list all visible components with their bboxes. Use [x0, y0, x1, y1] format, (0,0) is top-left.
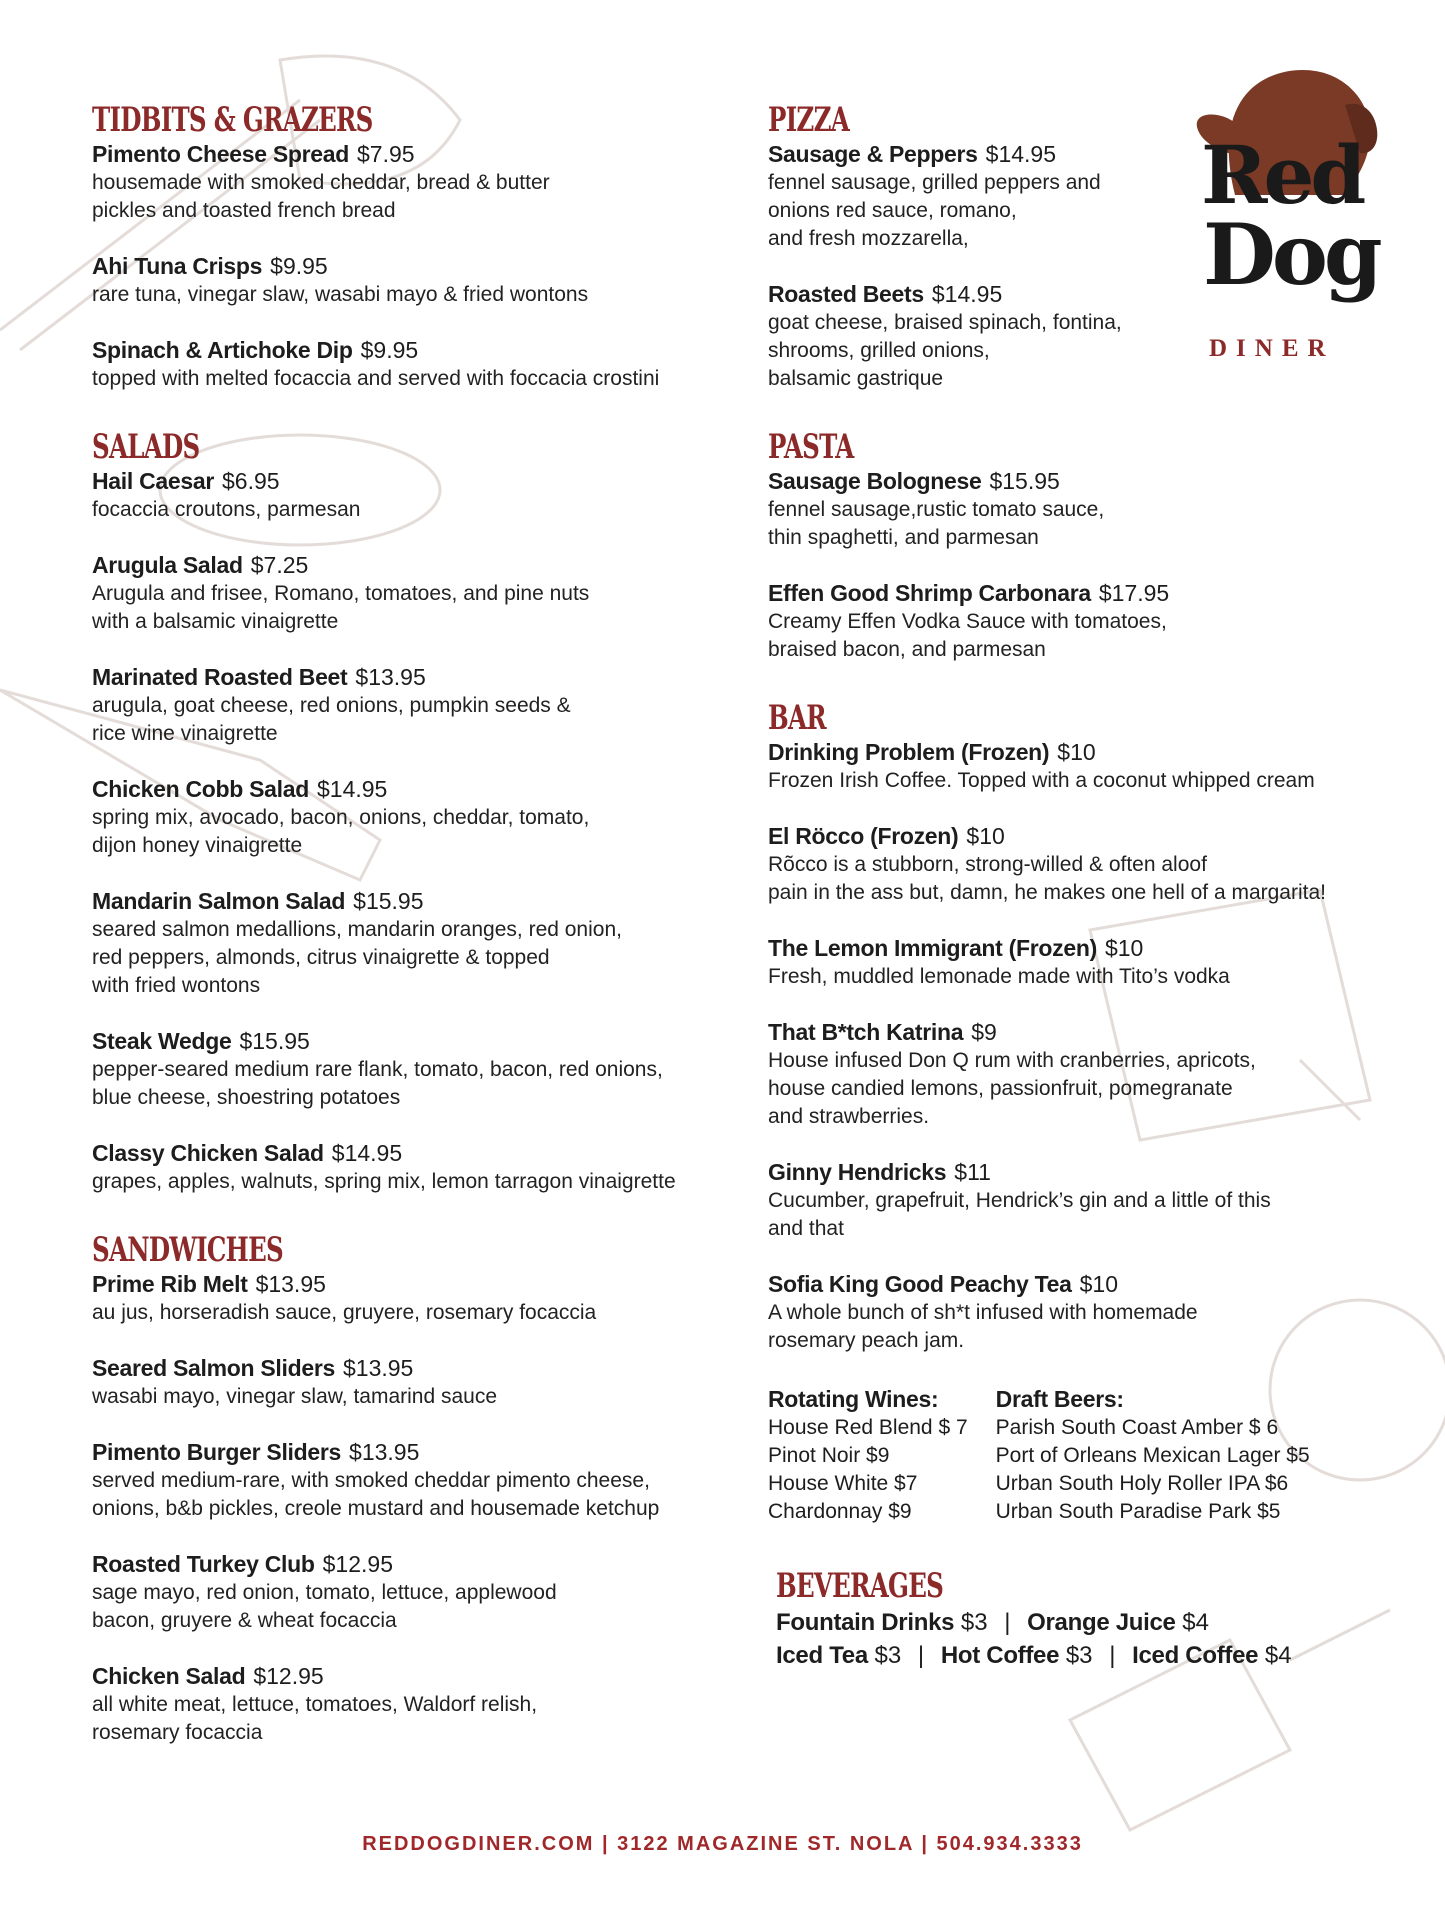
- wine-item: Pinot Noir $9: [768, 1444, 890, 1467]
- menu-item-description: all white meat, lettuce, tomatoes, Waldorf relish, rosemary focaccia: [92, 1693, 538, 1744]
- menu-item-price: $14.95: [931, 281, 1003, 307]
- wine-beer-lists: [768, 1385, 1388, 1526]
- menu-item: [92, 551, 752, 636]
- menu-item-heading: [92, 1662, 752, 1691]
- menu-item-name: Seared Salmon Sliders: [92, 1355, 335, 1381]
- menu-item-price: $9.95: [360, 337, 419, 363]
- menu-item-name: Steak Wedge: [92, 1028, 232, 1054]
- menu-item-description: housemade with smoked cheddar, bread & butter pickles and toasted french bread: [92, 171, 550, 222]
- menu-item-price: $13.95: [349, 1439, 420, 1465]
- menu-item: [92, 467, 752, 524]
- menu-item-heading: [768, 280, 1388, 309]
- menu-item-name: Sausage & Peppers: [768, 141, 978, 167]
- beverages-section: [776, 1566, 1388, 1672]
- menu-item: [768, 579, 1388, 664]
- menu-item-price: $15.95: [989, 468, 1060, 494]
- menu-item-description: pepper-seared medium rare flank, tomato, bacon, red onions, blue cheese, shoestring potatoes: [92, 1058, 663, 1109]
- menu-section: [768, 698, 1388, 1355]
- menu-item-name: El Röcco (Frozen): [768, 823, 959, 849]
- logo-word-red: Red: [1201, 128, 1363, 222]
- beverage-price: $3: [1065, 1642, 1093, 1669]
- menu-item-name: Drinking Problem (Frozen): [768, 739, 1050, 765]
- menu-item-description: Creamy Effen Vodka Sauce with tomatoes, braised bacon, and parmesan: [768, 610, 1167, 661]
- menu-item-heading: [768, 1018, 1388, 1047]
- menu-item-name: Spinach & Artichoke Dip: [92, 337, 353, 363]
- beverage-name: Fountain Drinks: [776, 1609, 955, 1636]
- menu-item-description: focaccia croutons, parmesan: [92, 498, 361, 521]
- menu-item-price: $7.95: [357, 141, 415, 167]
- section-title: PASTA: [768, 427, 854, 467]
- separator: |: [1109, 1642, 1116, 1669]
- menu-item-description: wasabi mayo, vinegar slaw, tamarind sauce: [92, 1385, 498, 1408]
- menu-item-heading: [92, 1354, 752, 1383]
- beverages-line-2: [776, 1639, 1388, 1672]
- menu-item-heading: [92, 1438, 752, 1467]
- menu-item: [92, 1354, 752, 1411]
- menu-item-heading: [768, 140, 1388, 169]
- menu-item: [92, 1550, 752, 1635]
- menu-item: [768, 1270, 1388, 1355]
- menu-item-description: fennel sausage, grilled peppers and onions red sauce, romano, and fresh mozzarella,: [768, 171, 1101, 250]
- menu-item: [92, 887, 752, 1000]
- menu-item-name: Chicken Salad: [92, 1663, 246, 1689]
- menu-item-description: Fresh, muddled lemonade made with Tito’s vodka: [768, 965, 1230, 988]
- menu-item-price: $12.95: [322, 1551, 393, 1577]
- menu-item: [768, 1158, 1388, 1243]
- menu-item: [768, 738, 1388, 795]
- menu-item: [92, 775, 752, 860]
- footer-contact: REDDOGDINER.COM | 3122 MAGAZINE ST. NOLA | 504.934.3333: [362, 1833, 1083, 1855]
- menu-item-name: Ahi Tuna Crisps: [92, 253, 263, 279]
- menu-section: [92, 1230, 752, 1747]
- menu-item-description: goat cheese, braised spinach, fontina, shrooms, grilled onions, balsamic gastrique: [768, 311, 1122, 390]
- menu-item: [92, 663, 752, 748]
- menu-item-price: $9: [971, 1019, 997, 1045]
- menu-item-name: That B*tch Katrina: [768, 1019, 964, 1045]
- beverage-price: $3: [960, 1609, 988, 1636]
- menu-item-heading: [92, 775, 752, 804]
- menu-item-name: Pimento Cheese Spread: [92, 141, 350, 167]
- menu-item-price: $10: [1057, 739, 1096, 765]
- menu-item-name: Sausage Bolognese: [768, 468, 982, 494]
- menu-item-price: $15.95: [239, 1028, 310, 1054]
- menu-item-price: $15.95: [353, 888, 424, 914]
- beer-item: Urban South Paradise Park $5: [995, 1500, 1281, 1523]
- menu-item-name: Pimento Burger Sliders: [92, 1439, 342, 1465]
- rotating-wines-list: [768, 1385, 968, 1526]
- menu-item: [768, 467, 1388, 552]
- separator: |: [917, 1642, 925, 1669]
- left-menu-column: [92, 100, 752, 1781]
- menu-item-heading: [768, 934, 1388, 963]
- menu-section: [768, 100, 1388, 393]
- menu-section: [92, 427, 752, 1196]
- menu-item-description: sage mayo, red onion, tomato, lettuce, applewood bacon, gruyere & wheat focaccia: [92, 1581, 557, 1632]
- wine-item: House Red Blend $ 7: [768, 1416, 968, 1439]
- menu-item-heading: [92, 1270, 752, 1299]
- beer-item: Port of Orleans Mexican Lager $5: [995, 1444, 1310, 1467]
- menu-item-heading: [92, 140, 752, 169]
- beverage-price: $3: [874, 1642, 902, 1669]
- menu-item-price: $9.95: [270, 253, 328, 279]
- menu-item-price: $12.95: [253, 1663, 324, 1689]
- menu-section: [768, 427, 1388, 664]
- menu-item-heading: [92, 1139, 752, 1168]
- menu-item-price: $7.25: [250, 552, 309, 578]
- draft-beers-heading: Draft Beers:: [995, 1386, 1124, 1412]
- menu-item-heading: [92, 1027, 752, 1056]
- section-title: SALADS: [92, 427, 200, 467]
- menu-item-description: Cucumber, grapefruit, Hendrick’s gin and a little of this and that: [768, 1189, 1271, 1240]
- section-title: BEVERAGES: [776, 1566, 944, 1606]
- menu-item-price: $14.95: [331, 1140, 403, 1166]
- menu-item: [768, 934, 1388, 991]
- menu-item-price: $17.95: [1098, 580, 1170, 606]
- menu-item: [768, 1018, 1388, 1131]
- menu-item-name: The Lemon Immigrant (Frozen): [768, 935, 1097, 961]
- section-title: TIDBITS & GRAZERS: [92, 100, 373, 140]
- beverage-price: $4: [1264, 1642, 1292, 1669]
- menu-item-price: $13.95: [342, 1355, 414, 1381]
- beverage-name: Hot Coffee: [940, 1642, 1060, 1669]
- menu-item-name: Sofia King Good Peachy Tea: [768, 1271, 1072, 1297]
- menu-item-heading: [768, 579, 1388, 608]
- menu-item: [768, 822, 1388, 907]
- menu-item-description: au jus, horseradish sauce, gruyere, rosemary focaccia: [92, 1301, 597, 1324]
- menu-item-name: Classy Chicken Salad: [92, 1140, 324, 1166]
- separator: |: [1004, 1609, 1011, 1636]
- menu-item-description: Frozen Irish Coffee. Topped with a coconut whipped cream: [768, 769, 1315, 792]
- menu-item-description: Arugula and frisee, Romano, tomatoes, and pine nuts with a balsamic vinaigrette: [92, 582, 590, 633]
- menu-item-name: Roasted Beets: [768, 281, 924, 307]
- menu-item-price: $13.95: [355, 664, 426, 690]
- menu-item-heading: [92, 551, 752, 580]
- menu-item-name: Arugula Salad: [92, 552, 243, 578]
- menu-item-price: $14.95: [985, 141, 1057, 167]
- menu-item-heading: [768, 738, 1388, 767]
- beer-item: Urban South Holy Roller IPA $6: [995, 1472, 1289, 1495]
- menu-item-heading: [768, 1270, 1388, 1299]
- menu-item-heading: [92, 887, 752, 916]
- beverage-name: Iced Tea: [776, 1642, 868, 1669]
- menu-item: [92, 1027, 752, 1112]
- beverage-price: $4: [1182, 1609, 1209, 1636]
- menu-item-description: grapes, apples, walnuts, spring mix, lemon tarragon vinaigrette: [92, 1170, 676, 1193]
- menu-item-name: Marinated Roasted Beet: [92, 664, 348, 690]
- section-title: BAR: [768, 698, 826, 738]
- menu-section: [92, 100, 752, 393]
- menu-item-description: topped with melted focaccia and served with foccacia crostini: [92, 367, 660, 390]
- section-title: PIZZA: [768, 100, 849, 140]
- section-title: SANDWICHES: [92, 1230, 283, 1270]
- menu-item: [92, 1139, 752, 1196]
- menu-item-name: Hail Caesar: [92, 468, 214, 494]
- menu-item-heading: [92, 252, 752, 281]
- wine-item: House White $7: [768, 1472, 918, 1495]
- menu-item: [92, 1662, 752, 1747]
- menu-item-name: Ginny Hendricks: [768, 1159, 947, 1185]
- right-menu-column: [768, 100, 1388, 1672]
- menu-item: [92, 1270, 752, 1327]
- menu-item-name: Chicken Cobb Salad: [92, 776, 309, 802]
- menu-item-description: House infused Don Q rum with cranberries, apricots, house candied lemons, passionfruit, pomegranate and strawberries.: [768, 1049, 1256, 1128]
- logo-word-diner: DINER: [1209, 335, 1335, 362]
- menu-item-description: fennel sausage,rustic tomato sauce, thin spaghetti, and parmesan: [768, 498, 1105, 549]
- menu-item-name: Roasted Turkey Club: [92, 1551, 315, 1577]
- menu-item-description: A whole bunch of sh*t infused with homemade rosemary peach jam.: [768, 1301, 1198, 1352]
- menu-item-description: rare tuna, vinegar slaw, wasabi mayo & fried wontons: [92, 283, 589, 306]
- beverage-name: Orange Juice: [1027, 1609, 1176, 1636]
- menu-item-price: $11: [954, 1159, 991, 1185]
- menu-item-heading: [768, 1158, 1388, 1187]
- menu-item-price: $10: [1104, 935, 1144, 961]
- menu-item-name: Mandarin Salmon Salad: [92, 888, 346, 914]
- menu-item-price: $10: [1079, 1271, 1118, 1297]
- rotating-wines-heading: Rotating Wines:: [768, 1386, 939, 1412]
- menu-item-description: seared salmon medallions, mandarin oranges, red onion, red peppers, almonds, citrus vinaigrette & topped with fried wontons: [92, 918, 622, 997]
- beverages-line-1: [776, 1606, 1388, 1639]
- menu-item: [92, 252, 752, 309]
- menu-item-heading: [92, 336, 752, 365]
- menu-item: [768, 140, 1388, 253]
- beer-item: Parish South Coast Amber $ 6: [995, 1416, 1279, 1439]
- menu-item-heading: [92, 1550, 752, 1579]
- menu-item: [92, 140, 752, 225]
- menu-item-heading: [92, 467, 752, 496]
- menu-item-price: $14.95: [316, 776, 388, 802]
- menu-item-price: $13.95: [255, 1271, 326, 1297]
- menu-item-description: spring mix, avocado, bacon, onions, cheddar, tomato, dijon honey vinaigrette: [92, 806, 590, 857]
- menu-item-heading: [768, 822, 1388, 851]
- beverage-name: Iced Coffee: [1132, 1642, 1259, 1669]
- menu-item: [92, 1438, 752, 1523]
- menu-item-price: $6.95: [222, 468, 280, 494]
- menu-item-price: $10: [966, 823, 1005, 849]
- draft-beers-list: [996, 1385, 1310, 1526]
- menu-item: [768, 280, 1388, 393]
- wine-item: Chardonnay $9: [768, 1500, 912, 1523]
- menu-item: [92, 336, 752, 393]
- menu-item-description: arugula, goat cheese, red onions, pumpkin seeds & rice wine vinaigrette: [92, 694, 571, 745]
- logo-word-dog: Dog: [1203, 205, 1379, 304]
- menu-item-description: Rõcco is a stubborn, strong-willed & often aloof pain in the ass but, damn, he makes one hell of a margarita!: [768, 853, 1326, 904]
- menu-item-heading: [92, 663, 752, 692]
- menu-item-description: served medium-rare, with smoked cheddar pimento cheese, onions, b&b pickles, creole mustard and housemade ketchup: [92, 1469, 660, 1520]
- menu-item-name: Effen Good Shrimp Carbonara: [768, 580, 1091, 606]
- menu-item-heading: [768, 467, 1388, 496]
- menu-item-name: Prime Rib Melt: [92, 1271, 248, 1297]
